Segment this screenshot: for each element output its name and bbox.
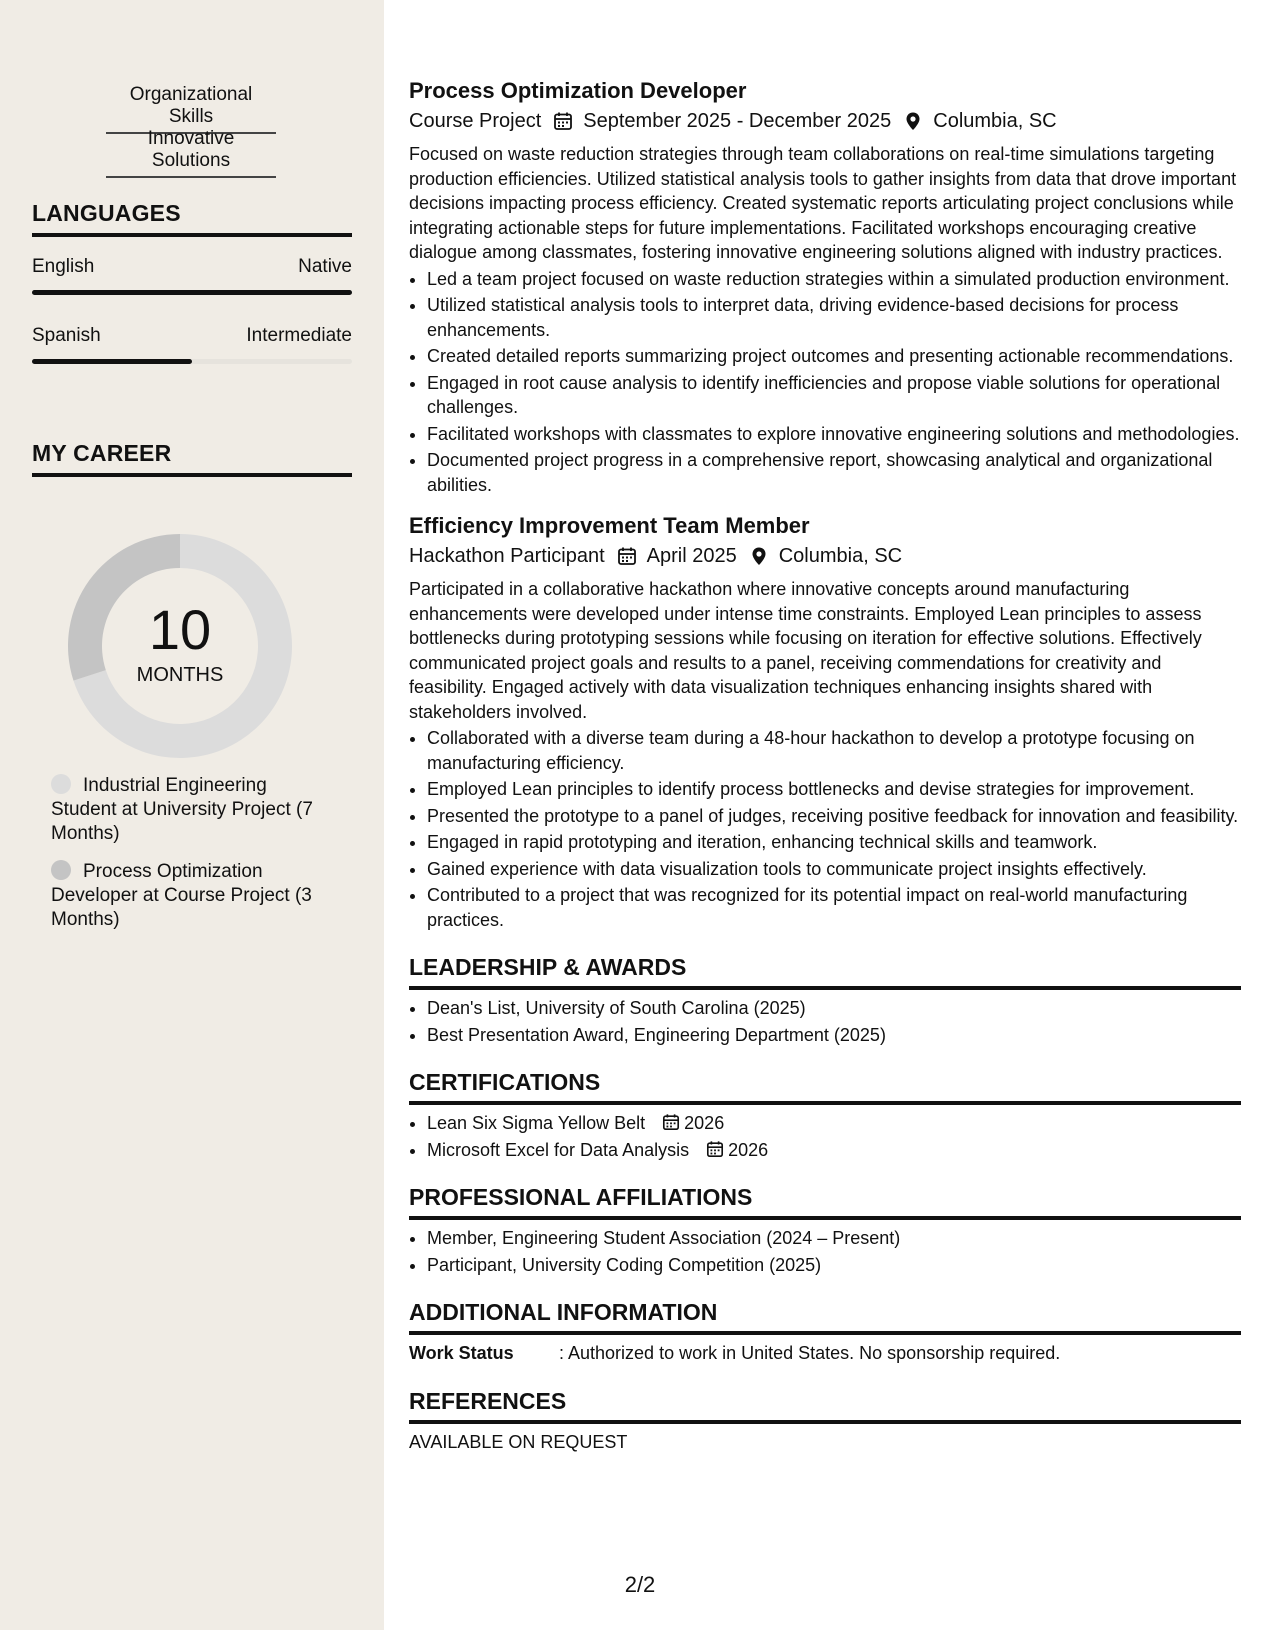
job-location: Columbia, SC: [933, 110, 1057, 132]
list-item: • Documented project progress in a comprehensive report, showcasing analytical and organizational abilities.: [427, 448, 1241, 497]
page-number: 2/2: [624, 1572, 656, 1597]
job-bullets: [409, 726, 1241, 932]
job-description: Participated in a collaborative hackathon where innovative concepts around manufacturing enhancements were developed under intense time constraints. Employed Lean principles to assess bottlenecks during prototyping sessions while focusing on iteration for effective solutions. Effectively communicated project goals and results to a panel, receiving commendations for creativity and feasibility. Engaged actively with data visualization techniques enhancing insights shared with stakeholders involved.: [409, 579, 1202, 722]
job-org: Course Project: [409, 110, 542, 132]
map-pin-icon: [749, 546, 769, 566]
certifications-heading: CERTIFICATIONS: [409, 1067, 1241, 1105]
list-item: • Presented the prototype to a panel of judges, receiving positive feedback for innovation and feasibility.: [427, 804, 1241, 829]
references-heading: REFERENCES: [409, 1386, 1241, 1424]
affiliations-list: [409, 1226, 1241, 1277]
list-item: • Best Presentation Award, Engineering Department (2025): [427, 1023, 1241, 1048]
cert-name: Microsoft Excel for Data Analysis: [427, 1139, 690, 1160]
language-proficiency-bar: [32, 359, 352, 364]
list-item: [427, 1111, 1241, 1136]
work-status-value: : Authorized to work in United States. No sponsorship required.: [559, 1343, 1061, 1363]
cert-year: 2026: [684, 1113, 725, 1133]
job-description: Focused on waste reduction strategies through team collaborations on real-time simulations targeting production efficiencies. Utilized statistical analysis tools to gather insights from data that drove important decisions impacting process efficiency. Created systematic reports articulating project conclusions while integrating actionable steps for future implementations. Facilitated workshops encouraging creative dialogue among classmates, fostering innovative engineering solutions aligned with industry practices.: [409, 144, 1237, 262]
language-proficiency-bar: [32, 290, 352, 295]
list-item: • Engaged in rapid prototyping and iteration, enhancing technical skills and teamwork.: [427, 830, 1241, 855]
list-item: • Gained experience with data visualization tools to communicate project insights effectively.: [427, 857, 1241, 882]
list-item: [427, 1138, 1241, 1163]
language-row: [32, 256, 352, 278]
main-content: [409, 76, 1241, 1454]
job-entry: [409, 511, 1241, 932]
language-proficiency-fill: [32, 359, 192, 364]
list-item: • Employed Lean principles to identify process bottlenecks and devise strategies for improvement.: [427, 777, 1241, 802]
calendar-icon: [662, 1113, 680, 1131]
leadership-heading: LEADERSHIP & AWARDS: [409, 952, 1241, 990]
list-item: • Engaged in root cause analysis to identify inefficiencies and propose viable solutions for operational challenges.: [427, 371, 1241, 420]
sidebar: [0, 0, 384, 1630]
work-status-label: Work Status: [409, 1343, 514, 1363]
list-item: • Utilized statistical analysis tools to interpret data, driving evidence-based decisions for process enhancements.: [427, 293, 1241, 342]
calendar-icon: [706, 1140, 724, 1158]
job-bullets: [409, 267, 1241, 498]
career-total-months: 10: [148, 598, 212, 661]
map-pin-icon: [903, 111, 923, 131]
skill-tag: Innovative Solutions: [106, 128, 276, 178]
work-status-row: [409, 1341, 1241, 1366]
career-legend-item: [51, 774, 321, 846]
job-location: Columbia, SC: [778, 545, 903, 567]
calendar-icon: [617, 546, 637, 566]
career-total-unit: MONTHS: [136, 664, 224, 686]
languages-heading: LANGUAGES: [32, 200, 352, 237]
cert-name: Lean Six Sigma Yellow Belt: [427, 1113, 646, 1133]
job-meta: [409, 541, 1241, 571]
references-text: AVAILABLE ON REQUEST: [409, 1431, 628, 1452]
language-row: [32, 325, 352, 347]
legend-dot: [51, 860, 71, 880]
affiliations-heading: PROFESSIONAL AFFILIATIONS: [409, 1182, 1241, 1220]
additional-info-heading: ADDITIONAL INFORMATION: [409, 1297, 1241, 1335]
list-item: • Contributed to a project that was recognized for its potential impact on real-world manufacturing practices.: [427, 883, 1241, 932]
leadership-list: [409, 996, 1241, 1047]
language-level: Native: [298, 256, 352, 277]
job-title: Efficiency Improvement Team Member: [409, 513, 810, 538]
cert-year: 2026: [728, 1139, 769, 1160]
skill-tag: Organizational Skills: [106, 84, 276, 134]
job-dates: April 2025: [646, 545, 737, 567]
language-proficiency-fill: [32, 290, 352, 295]
legend-label: Industrial Engineering Student at University Project (7 Months): [51, 775, 313, 844]
job-org: Hackathon Participant: [409, 545, 605, 567]
language-name: Spanish: [32, 325, 101, 346]
certifications-list: [409, 1111, 1241, 1162]
career-legend-item: [51, 860, 321, 932]
job-meta: [409, 106, 1241, 136]
list-item: • Member, Engineering Student Association (2024 – Present): [427, 1226, 1241, 1251]
legend-dot: [51, 774, 71, 794]
language-name: English: [32, 256, 95, 277]
job-entry: [409, 76, 1241, 497]
list-item: • Dean's List, University of South Carolina (2025): [427, 996, 1241, 1021]
legend-label: Process Optimization Developer at Course Project (3 Months): [51, 861, 312, 930]
job-dates: September 2025 - December 2025: [583, 110, 892, 132]
career-heading: MY CAREER: [32, 440, 352, 477]
list-item: • Led a team project focused on waste reduction strategies within a simulated production environment.: [427, 267, 1241, 292]
list-item: • Collaborated with a diverse team during a 48-hour hackathon to develop a prototype focusing on manufacturing efficiency.: [427, 726, 1241, 775]
job-title: Process Optimization Developer: [409, 78, 747, 103]
list-item: • Facilitated workshops with classmates to explore innovative engineering solutions and methodologies.: [427, 422, 1241, 447]
list-item: • Created detailed reports summarizing project outcomes and presenting actionable recommendations.: [427, 344, 1241, 369]
list-item: • Participant, University Coding Competition (2025): [427, 1253, 1241, 1278]
language-level: Intermediate: [246, 325, 352, 346]
calendar-icon: [553, 111, 573, 131]
